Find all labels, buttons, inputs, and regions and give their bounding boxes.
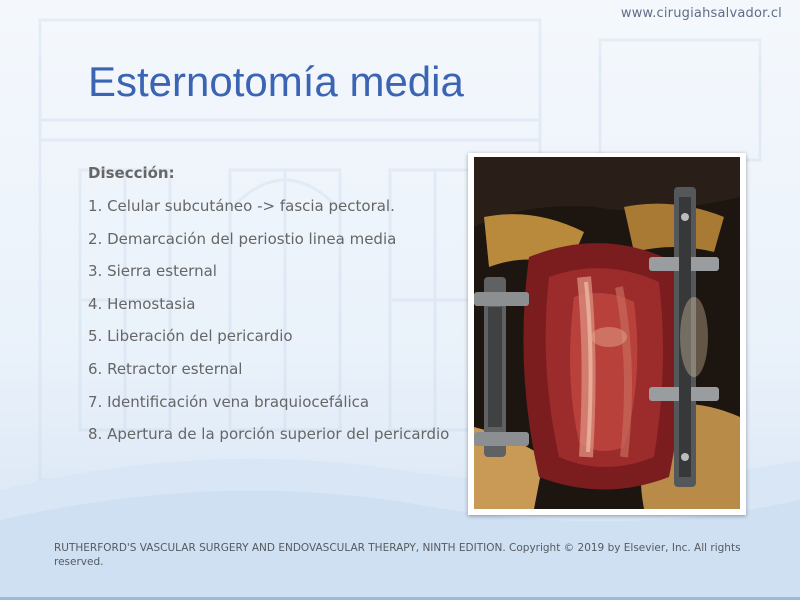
list-item: 7. Identificación vena braquiocefálica: [88, 392, 370, 411]
list-item: 5. Liberación del pericardio: [88, 327, 293, 346]
list-item: 6. Retractor esternal: [88, 359, 243, 378]
list-item: 3. Sierra esternal: [88, 262, 217, 281]
list-item: 4. Hemostasia: [88, 294, 196, 313]
steps-list: [88, 196, 478, 457]
list-item: 2. Demarcación del periostio linea media: [88, 229, 397, 248]
surgical-photo-frame: [468, 153, 746, 515]
list-item: 1. Celular subcutáneo -> fascia pectoral.: [88, 197, 395, 215]
site-url: www.cirugiahsalvador.cl: [620, 6, 782, 21]
citation-footer: RUTHERFORD'S VASCULAR SURGERY AND ENDOVASCULAR THERAPY, NINTH EDITION. Copyright © 2019 by Elsevier, Inc. All rights reserved.: [54, 542, 741, 568]
surgical-photo: [474, 157, 740, 509]
slide-title: Esternotomía media: [88, 58, 464, 105]
list-item: 8. Apertura de la porción superior del pericardio: [88, 425, 450, 444]
section-heading: Disección:: [88, 164, 175, 182]
